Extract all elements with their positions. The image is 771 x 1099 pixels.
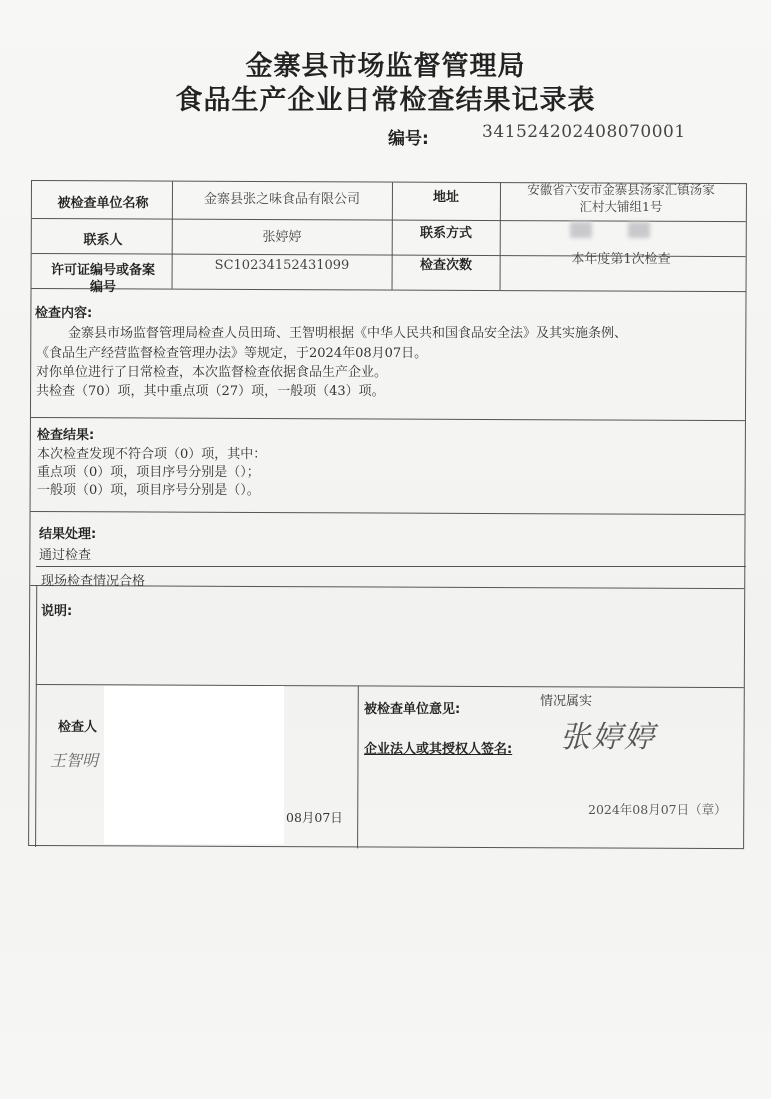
redaction-block bbox=[104, 686, 284, 844]
redacted-phone bbox=[628, 222, 650, 238]
redacted-phone bbox=[570, 222, 592, 238]
col-divider bbox=[35, 585, 37, 847]
content-line-3: 对你单位进行了日常检查，本次监督检查依据食品生产企业。 bbox=[36, 365, 388, 380]
row-divider bbox=[31, 511, 745, 515]
content-line-4: 共检查（70）项，其中重点项（27）项，一般项（43）项。 bbox=[36, 384, 385, 399]
address-label: 地址 bbox=[432, 190, 459, 205]
inspection-times-value: 本年度第1次检查 bbox=[571, 252, 671, 267]
result-line-2: 重点项（0）项，项目序号分别是（）； bbox=[37, 465, 260, 480]
contact-value: 张婷婷 bbox=[262, 230, 302, 245]
address-line-2: 汇村大铺组1号 bbox=[579, 199, 663, 214]
result-line-3: 一般项（0）项，项目序号分别是（）。 bbox=[37, 483, 260, 498]
legal-rep-sign-label: 企业法人或其授权人签名: bbox=[364, 742, 513, 757]
result-line-1: 本次检查发现不符合项（0）项，其中： bbox=[37, 447, 267, 462]
address-line-1: 安徽省六安市金寨县汤家汇镇汤家 bbox=[527, 182, 715, 197]
unit-name-label: 被检查单位名称 bbox=[57, 196, 149, 211]
opinion-date: 2024年08月07日（章） bbox=[588, 802, 727, 817]
inspection-times-label: 检查次数 bbox=[419, 258, 472, 273]
content-line-2: 《食品生产经营监督检查管理办法》等规定，于2024年08月07日。 bbox=[36, 346, 428, 361]
license-value: SC10234152431099 bbox=[214, 258, 350, 273]
handling-underline bbox=[36, 566, 746, 567]
handling-line-1: 通过检查 bbox=[39, 548, 92, 563]
doc-number-value: 341524202408070001 bbox=[482, 122, 686, 142]
result-heading: 检查结果: bbox=[37, 428, 95, 443]
row-divider bbox=[31, 417, 745, 421]
content-line-1: 金寨县市场监督管理局检查人员田琦、王智明根据《中华人民共和国食品安全法》及其实施条例、 bbox=[68, 326, 628, 341]
phone-label: 联系方式 bbox=[419, 226, 472, 241]
content-heading: 检查内容: bbox=[35, 306, 93, 321]
agency-title: 金寨县市场监督管理局 bbox=[245, 51, 526, 82]
note-heading: 说明: bbox=[41, 604, 73, 619]
handling-line-2: 现场检查情况合格 bbox=[41, 574, 146, 589]
inspector-label: 检查人 bbox=[58, 720, 98, 735]
inspector-signature: 王智明 bbox=[50, 751, 99, 770]
contact-label: 联系人 bbox=[83, 233, 123, 248]
col-divider bbox=[357, 685, 359, 848]
handling-heading: 结果处理: bbox=[39, 527, 97, 542]
inspector-date: 08月07日 bbox=[286, 810, 343, 825]
license-label-line-2: 编号 bbox=[89, 280, 116, 295]
unit-name-value: 金寨县张之味食品有限公司 bbox=[203, 192, 360, 207]
form-title: 食品生产企业日常检查结果记录表 bbox=[175, 85, 596, 116]
license-label-line-1: 许可证编号或备案 bbox=[50, 263, 155, 278]
opinion-label: 被检查单位意见: bbox=[364, 702, 461, 717]
opinion-value: 情况属实 bbox=[540, 694, 593, 709]
legal-rep-signature: 张婷婷 bbox=[560, 720, 656, 755]
doc-number-label: 编号: bbox=[388, 129, 429, 149]
